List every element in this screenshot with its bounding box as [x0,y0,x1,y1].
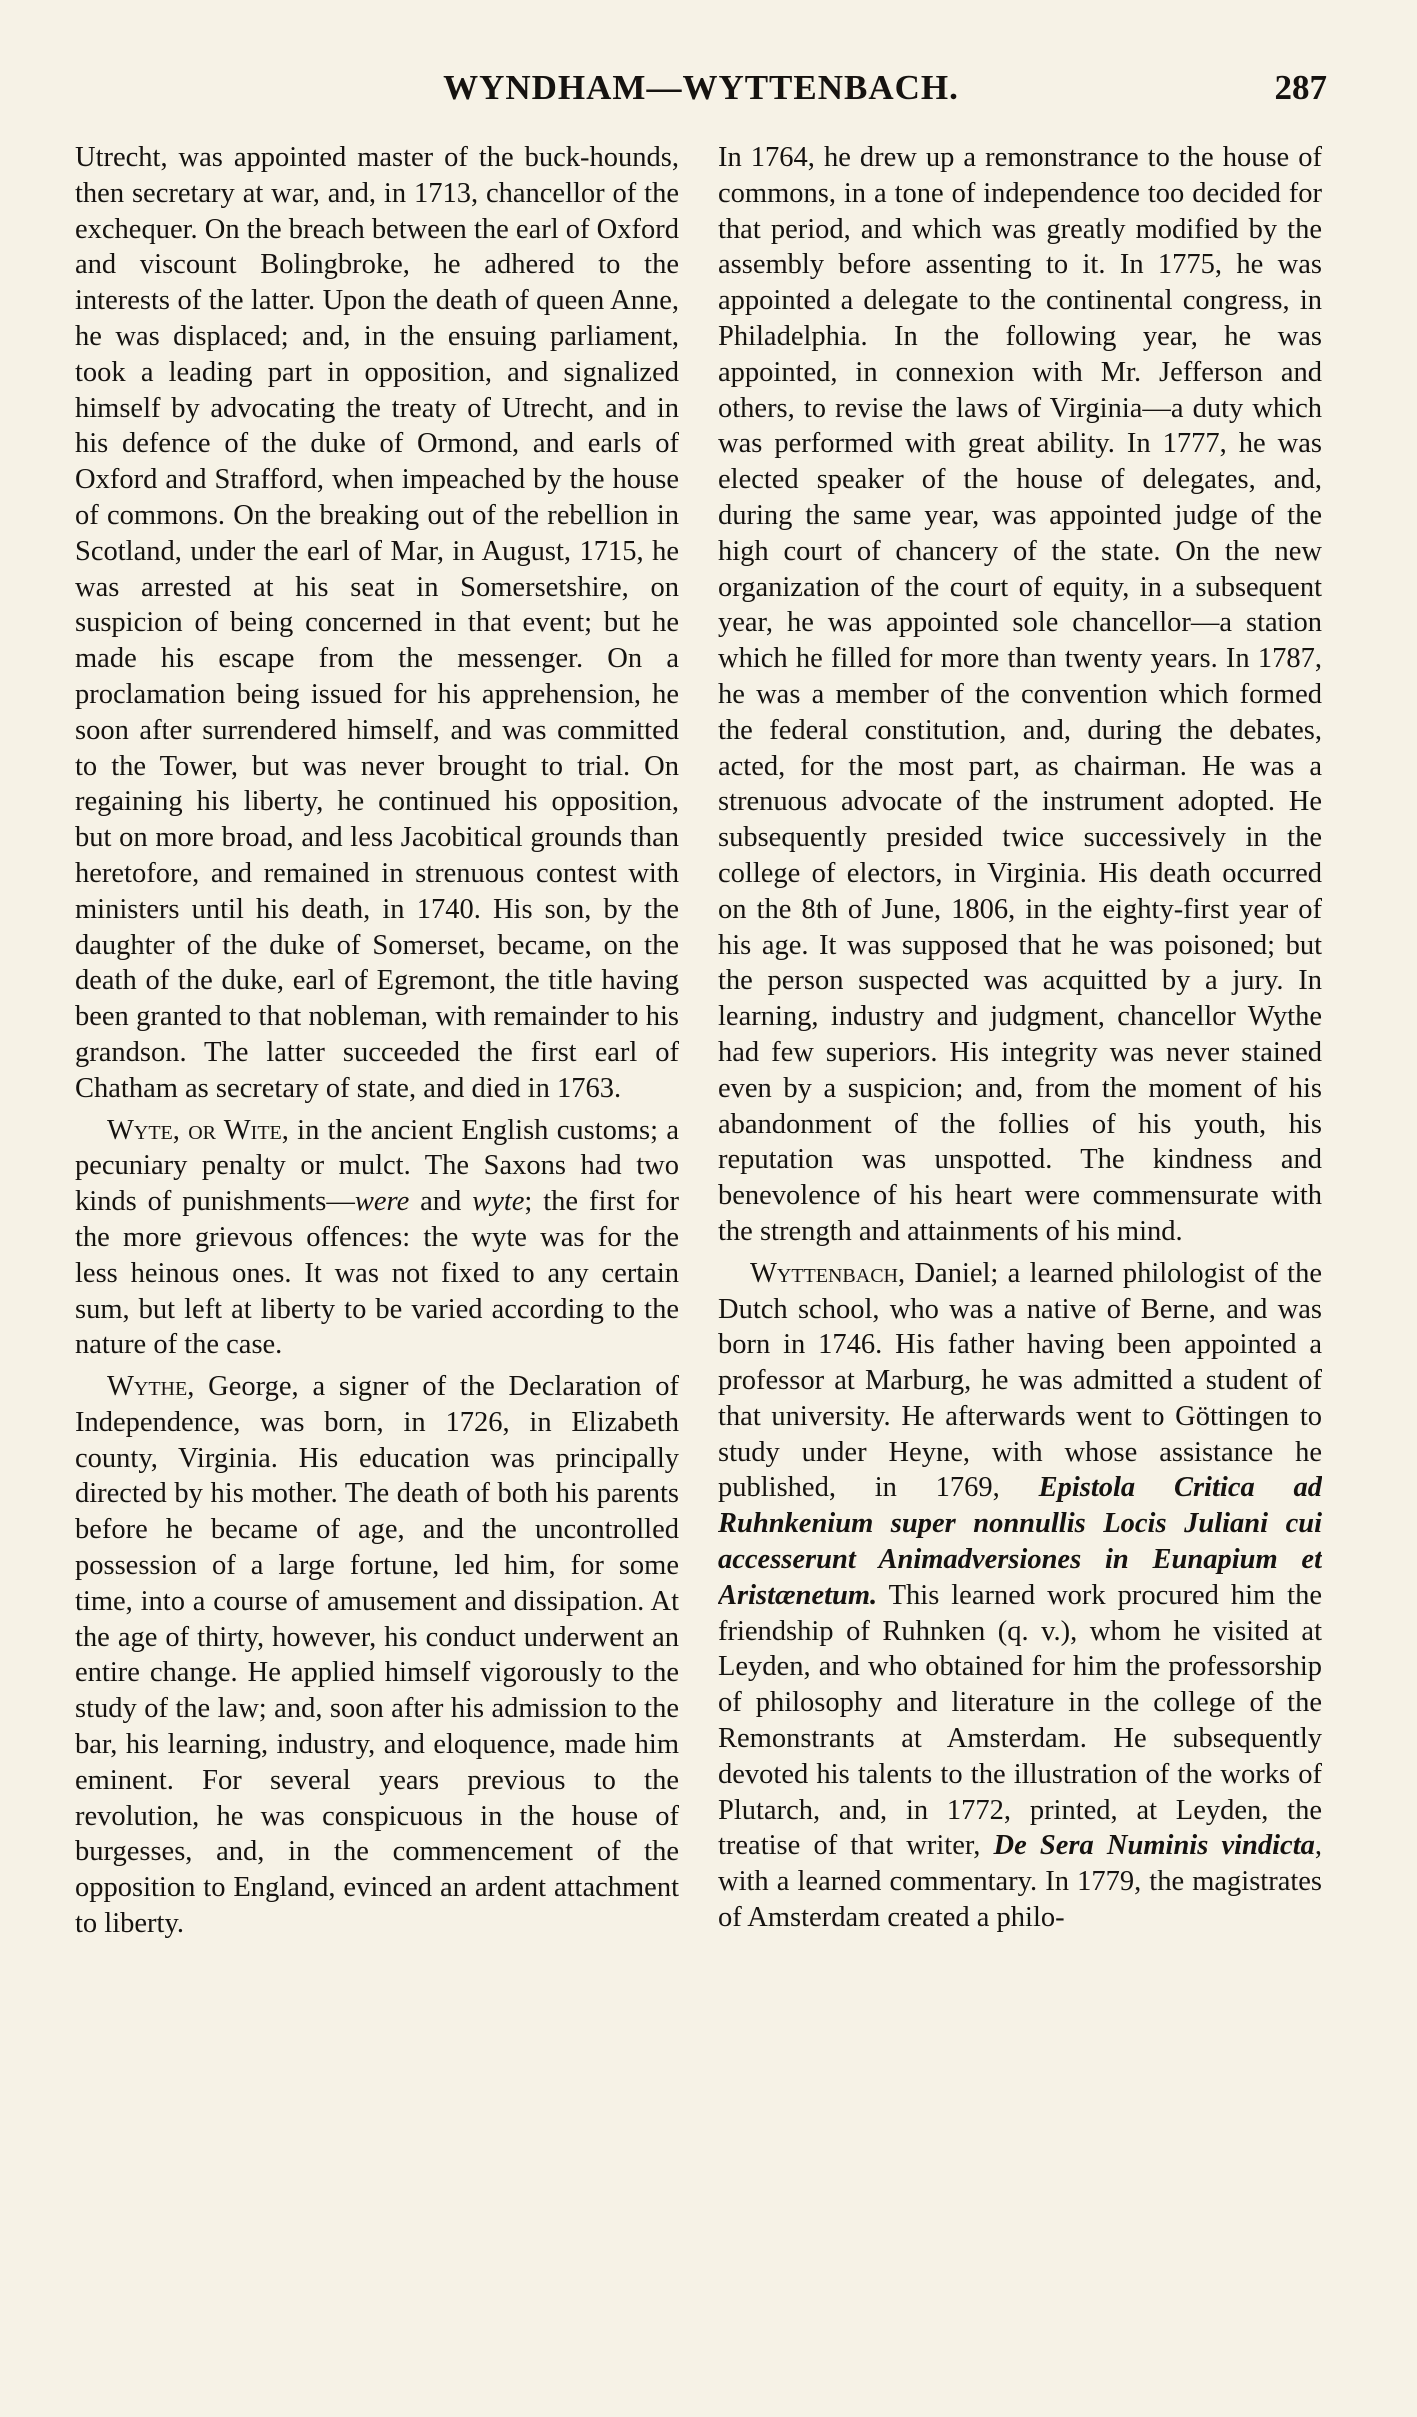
wyttenbach-text-a: Daniel; a learned philologist of the Dutch school, who was a native of Berne, and was born in 1746. His father having been appointed a professor at Marburg, he was admitted a student of that university. He afterwards went to Göttingen to study under Heyne, with whose assistance he published, in 1769, [718,1257,1322,1504]
wyttenbach-text-c: , with a learned commentary. In 1779, the magistrates of Amsterdam created a philo- [718,1830,1322,1934]
wyte-text-a: in the ancient English customs; a pecuniary penalty or mulct. The Saxons had two kinds of punishments— [75,1114,679,1218]
wyttenbach-headword: Wyttenbach, [750,1257,906,1289]
wythe-entry [75,1369,679,1942]
wythe-text: George, a signer of the Declaration of Independence, was born, in 1726, in Elizabeth county, Virginia. His education was principally directed by his mother. The death of both his parents before he became of age, and the uncontrolled possession of a large fortune, led him, for some time, into a course of amusement and dissipation. At the age of thirty, however, his conduct underwent an entire change. He applied himself vigorously to the study of the law; and, soon after his admission to the bar, his learning, industry, and eloquence, made him eminent. For several years previous to the revolution, he was conspicuous in the house of burgesses, and, in the commencement of the opposition to England, evinced an ardent attachment to liberty. [75,1371,679,1940]
wyttenbach-text-b: This learned work procured him the friendship of Ruhnken (q. v.), whom he visited at Leyden, and who obtained for him the professorship of philosophy and literature in the college of the Remonstrants at Amsterdam. He subsequently devoted his talents to the illustration of the works of Plutarch, and, in 1772, printed, at Leyden, the treatise of that writer, [718,1579,1322,1862]
wyttenbach-entry [718,1256,1322,1936]
wyte-text-b: and [409,1186,473,1218]
wyttenbach-title-de-sera: De Sera Numinis vindicta [993,1830,1315,1862]
wythe-entry-continuation: In 1764, he drew up a remonstrance to the house of commons, in a tone of independence too decided for that period, and which was greatly modified by the assembly before assenting to it. In 1775, he was appointed a delegate to the continental congress, in Philadelphia. In the following year, he was appointed, in connexion with Mr. Jefferson and others, to revise the laws of Virginia—a duty which was performed with great ability. In 1777, he was elected speaker of the house of delegates, and, during the same year, was appointed judge of the high court of chancery of the state. On the new organization of the court of equity, in a subsequent year, he was appointed sole chancellor—a station which he filled for more than twenty years. In 1787, he was a member of the convention which formed the federal constitution, and, during the debates, acted, for the most part, as chairman. He was a strenuous advocate of the instrument adopted. He subsequently presided twice successively in the college of electors, in Virginia. His death occurred on the 8th of June, 1806, in the eighty-first year of his age. It was supposed that he was poisoned; but the person suspected was acquitted by a jury. In learning, industry and judgment, chancellor Wythe had few superiors. His integrity was never stained even by a suspicion; and, from the moment of his abandonment of the follies of his youth, his reputation was unspotted. The kindness and benevolence of his heart were commensurate with the strength and attainments of his mind. [718,142,1322,1247]
running-head: WYNDHAM—WYTTENBACH. [443,68,959,107]
wyte-term-wyte: wyte [472,1186,525,1218]
wyte-term-were: were [354,1186,410,1218]
left-column [75,140,679,2320]
page-number: 287 [1274,68,1327,107]
wyndham-entry-continuation: Utrecht, was appointed master of the buck-hounds, then secretary at war, and, in 1713, chancellor of the exchequer. On the breach between the earl of Oxford and viscount Bolingbroke, he adhered to the interests of the latter. Upon the death of queen Anne, he was displaced; and, in the ensuing parliament, took a leading part in opposition, and signalized himself by advocating the treaty of Utrecht, and in his defence of the duke of Ormond, and earls of Oxford and Strafford, when impeached by the house of commons. On the breaking out of the rebellion in Scotland, under the earl of Mar, in August, 1715, he was arrested at his seat in Somersetshire, on suspicion of being concerned in that event; but he made his escape from the messenger. On a proclamation being issued for his apprehension, he soon after surrendered himself, and was committed to the Tower, but was never brought to trial. On regaining his liberty, he continued his opposition, but on more broad, and less Jacobitical grounds than heretofore, and remained in strenuous contest with ministers until his death, in 1740. His son, by the daughter of the duke of Somerset, became, on the death of the duke, earl of Egremont, the title having been granted to that nobleman, with remainder to his grandson. The latter succeeded the first earl of Chatham as secretary of state, and died in 1763. [75,142,679,1104]
wyte-entry [75,1113,679,1364]
right-column [718,140,1322,2320]
page-header [75,68,1327,128]
wyttenbach-title-epistola: Epistola Critica ad Ruhnkenium super nonnullis Locis Juliani cui accesserunt Animadversiones in Eunapium et Aristænetum. [718,1472,1322,1611]
wyte-headword: Wyte, or Wite, [107,1114,289,1146]
wythe-headword: Wythe, [107,1371,195,1403]
wyte-text-c: ; the first for the more grievous offences: the wyte was for the less heinous ones. It was not fixed to any certain sum, but left at liberty to be varied according to the nature of the case. [75,1186,679,1361]
